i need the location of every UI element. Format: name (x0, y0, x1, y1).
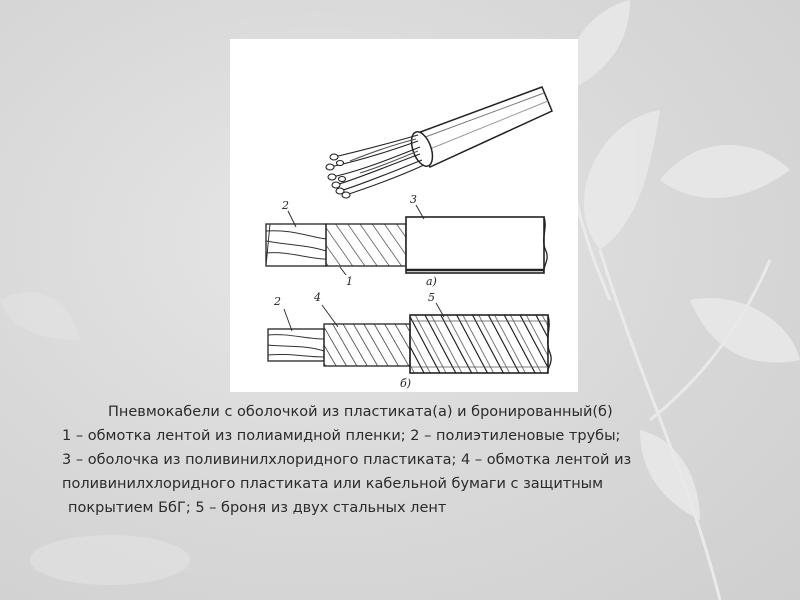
callout-a-3: 3 (410, 193, 417, 206)
cable-cross-section-diagram (230, 39, 578, 392)
caption-legend-line: поливинилхлоридного пластиката или кабельной бумаги с защитным (62, 476, 604, 492)
callout-a-1: 1 (346, 275, 353, 288)
figure-caption (62, 400, 752, 520)
caption-legend-line: 1 – обмотка лентой из полиамидной пленки; 2 – полиэтиленовые трубы; (62, 428, 621, 444)
sublabel-a: а) (426, 275, 437, 288)
caption-title: Пневмокабели с оболочкой из пластиката(а) и бронированный(б) (108, 404, 613, 420)
caption-legend-line: 3 – оболочка из поливинилхлоридного пластиката; 4 – обмотка лентой из (62, 452, 632, 468)
caption-legend-line: покрытием БбГ; 5 – броня из двух стальных лент (68, 500, 447, 516)
callout-b-5: 5 (428, 291, 435, 304)
cable-a-side-view (266, 193, 547, 288)
cable-b-side-view (268, 291, 551, 390)
cable-perspective-view (326, 87, 552, 198)
sublabel-b: б) (400, 377, 412, 390)
cable-drawing-panel (230, 39, 578, 392)
callout-a-2: 2 (282, 199, 289, 212)
callout-b-2: 2 (274, 295, 281, 308)
callout-b-4: 4 (314, 291, 321, 304)
